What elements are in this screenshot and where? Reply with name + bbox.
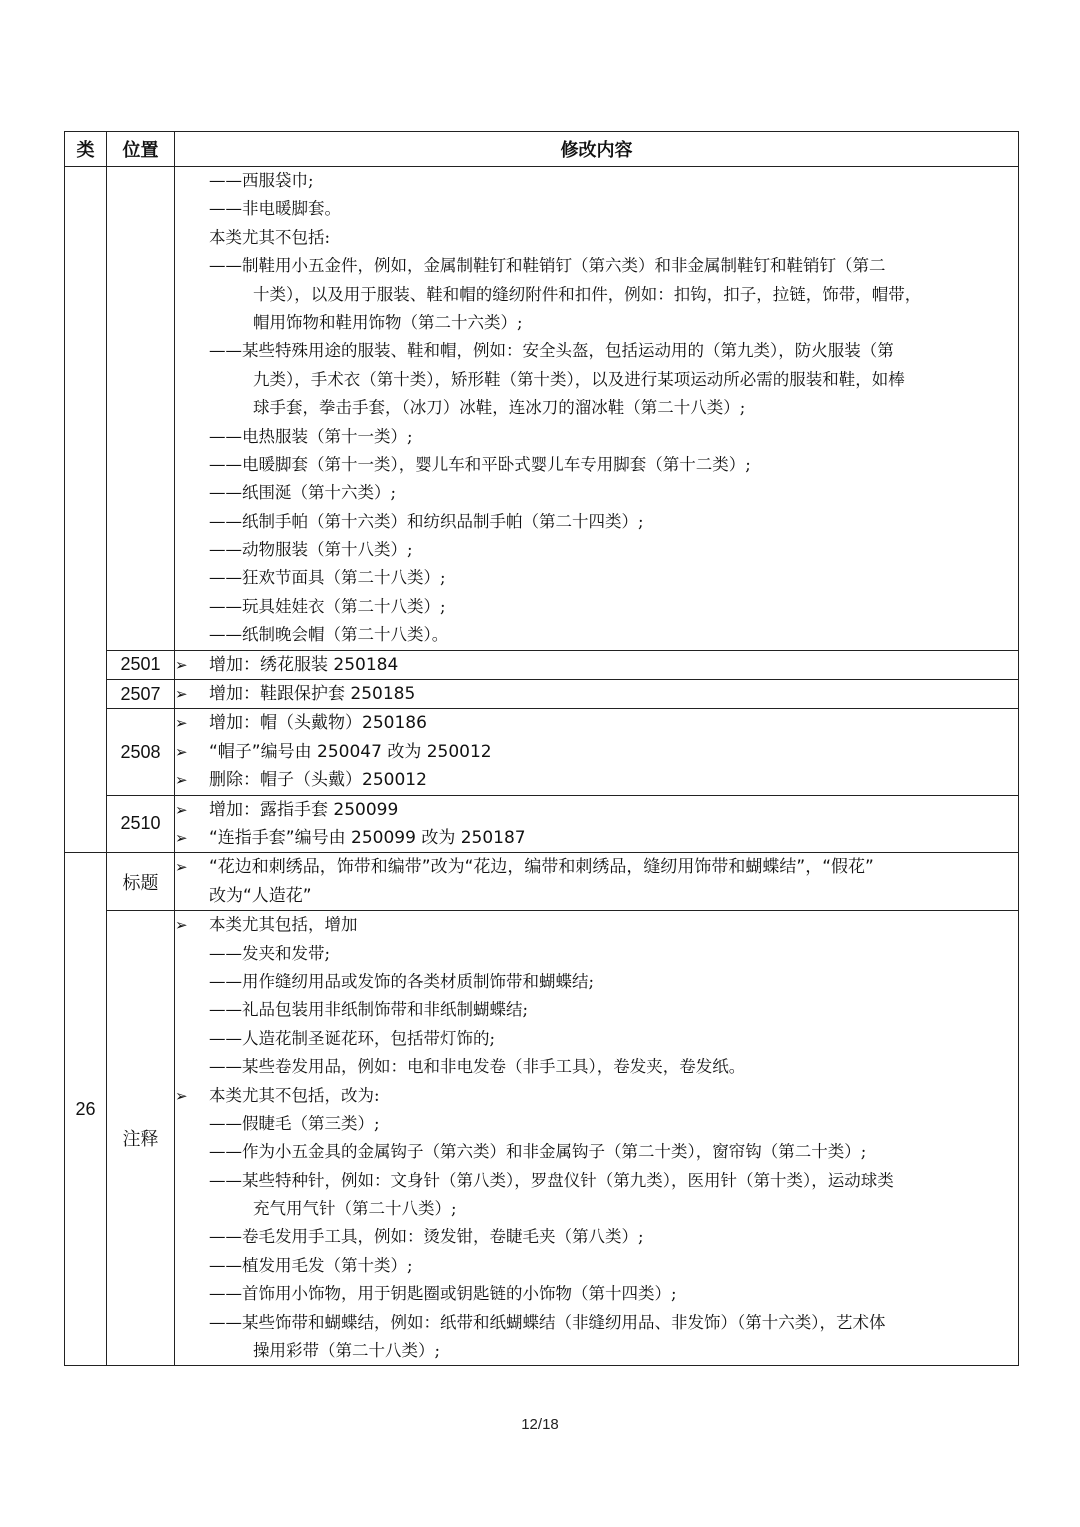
- change-cell: [175, 650, 1019, 679]
- note-line: ——某些特殊用途的服装、鞋和帽，例如：安全头盔，包括运动用的（第九类），防火服装（第: [209, 341, 894, 361]
- position-cell: 2510: [107, 795, 175, 853]
- change-item: 增加：帽（头戴物）250186: [209, 713, 427, 734]
- change-item: 本类尤其包括，增加: [209, 915, 358, 935]
- note-line: ——发夹和发带;: [209, 943, 331, 963]
- note-line: ——卷毛发用手工具，例如：烫发钳，卷睫毛夹（第八类）;: [209, 1227, 644, 1247]
- position-cell: 标题: [107, 853, 175, 911]
- class25-notes-pos: [107, 167, 175, 651]
- note-line: 操用彩带（第二十八类）;: [253, 1341, 441, 1361]
- note-line: ——植发用毛发（第十类）;: [209, 1255, 413, 1275]
- note-line: ——假睫毛（第三类）;: [209, 1113, 380, 1133]
- header-content: 修改内容: [175, 132, 1019, 167]
- class25-cell: [65, 167, 107, 853]
- note-line: 球手套，拳击手套，（冰刀）冰鞋，连冰刀的溜冰鞋（第二十八类）;: [253, 398, 746, 418]
- class26-cell: 26: [65, 853, 107, 1366]
- change-cell: [175, 795, 1019, 853]
- note-line: ——某些饰带和蝴蝶结，例如：纸带和纸蝴蝶结（非缝纫用品、非发饰）（第十六类），艺术体: [209, 1312, 886, 1332]
- change-cell: [175, 709, 1019, 795]
- class25-notes-row: [65, 167, 1019, 651]
- arrowhead-bullet-icon: ➢: [175, 916, 188, 935]
- modification-table: [64, 131, 1019, 1366]
- position-cell: 注释: [107, 911, 175, 1366]
- change-cell: [175, 853, 1019, 911]
- arrowhead-bullet-icon: ➢: [175, 655, 188, 674]
- note-line: ——某些特种针，例如：文身针（第八类），罗盘仪针（第九类），医用针（第十类），运动球类: [209, 1170, 894, 1190]
- change-item: “花边和刺绣品，饰带和编带”改为“花边，编带和刺绣品，缝纫用饰带和蝴蝶结”，“假花”: [209, 857, 874, 878]
- note-line: ——非电暖脚套。: [209, 199, 341, 219]
- row-2508: [65, 709, 1019, 795]
- note-line: ——玩具娃娃衣（第二十八类）;: [209, 596, 446, 616]
- position-cell: 2508: [107, 709, 175, 795]
- note-line: ——作为小五金具的金属钩子（第六类）和非金属钩子（第二十类），窗帘钩（第二十类）;: [209, 1142, 867, 1162]
- arrowhead-bullet-icon: ➢: [175, 685, 188, 704]
- arrowhead-bullet-icon: ➢: [175, 1086, 188, 1105]
- note-line: ——狂欢节面具（第二十八类）;: [209, 568, 446, 588]
- page-number: 12/18: [521, 1416, 559, 1433]
- note-line: ——用作缝纫用品或发饰的各类材质制饰带和蝴蝶结;: [209, 971, 595, 991]
- change-item-continued: 改为“人造花”: [209, 885, 312, 906]
- note-line: ——动物服装（第十八类）;: [209, 540, 413, 560]
- note-line: ——电暖脚套（第十一类），婴儿车和平卧式婴儿车专用脚套（第十二类）;: [209, 454, 751, 474]
- arrowhead-bullet-icon: ➢: [175, 714, 188, 733]
- row-2510: [65, 795, 1019, 853]
- class26-title-row: [65, 853, 1019, 911]
- note-line: 本类尤其不包括:: [209, 227, 331, 247]
- change-cell: [175, 911, 1019, 1366]
- class25-notes-content: [175, 167, 1019, 651]
- note-line: ——某些卷发用品，例如：电和非电发卷（非手工具），卷发夹，卷发纸。: [209, 1057, 746, 1077]
- class26-notes-row: [65, 911, 1019, 1366]
- note-line: ——电热服装（第十一类）;: [209, 426, 413, 446]
- row-2507: [65, 680, 1019, 709]
- arrowhead-bullet-icon: ➢: [175, 828, 188, 847]
- change-item: 删除：帽子（头戴）250012: [209, 770, 427, 791]
- note-line: ——纸制晚会帽（第二十八类）。: [209, 625, 449, 645]
- change-item: “连指手套”编号由 250099 改为 250187: [209, 827, 526, 848]
- arrowhead-bullet-icon: ➢: [175, 742, 188, 761]
- row-2501: [65, 650, 1019, 679]
- note-line: ——首饰用小饰物，用于钥匙圈或钥匙链的小饰物（第十四类）;: [209, 1284, 677, 1304]
- note-line: 帽用饰物和鞋用饰物（第二十六类）;: [253, 312, 523, 332]
- arrowhead-bullet-icon: ➢: [175, 771, 188, 790]
- change-item: “帽子”编号由 250047 改为 250012: [209, 741, 492, 762]
- header-class: 类: [65, 132, 107, 167]
- note-line: ——纸围涎（第十六类）;: [209, 483, 397, 503]
- position-cell: 2501: [107, 650, 175, 679]
- note-line: 九类），手术衣（第十类），矫形鞋（第十类），以及进行某项运动所必需的服装和鞋，如棒: [253, 369, 905, 389]
- change-item: 增加：鞋跟保护套 250185: [209, 684, 416, 705]
- change-item: 增加：露指手套 250099: [209, 799, 399, 820]
- change-item: 本类尤其不包括，改为:: [209, 1085, 380, 1105]
- position-cell: 2507: [107, 680, 175, 709]
- change-cell: [175, 680, 1019, 709]
- header-row: [65, 132, 1019, 167]
- change-item: 增加：绣花服装 250184: [209, 654, 399, 675]
- note-line: ——纸制手帕（第十六类）和纺织品制手帕（第二十四类）;: [209, 511, 644, 531]
- note-line: ——礼品包装用非纸制饰带和非纸制蝴蝶结;: [209, 1000, 529, 1020]
- note-line: 十类），以及用于服装、鞋和帽的缝纫附件和扣件，例如：扣钩，扣子，拉链，饰带，帽带，: [253, 284, 922, 304]
- note-line: 充气用气针（第二十八类）;: [253, 1199, 457, 1219]
- header-position: 位置: [107, 132, 175, 167]
- note-line: ——人造花制圣诞花环，包括带灯饰的;: [209, 1028, 496, 1048]
- note-line: ——制鞋用小五金件，例如，金属制鞋钉和鞋销钉（第六类）和非金属制鞋钉和鞋销钉（第二: [209, 256, 886, 276]
- arrowhead-bullet-icon: ➢: [175, 800, 188, 819]
- note-line: ——西服袋巾;: [209, 171, 314, 190]
- arrowhead-bullet-icon: ➢: [175, 858, 188, 877]
